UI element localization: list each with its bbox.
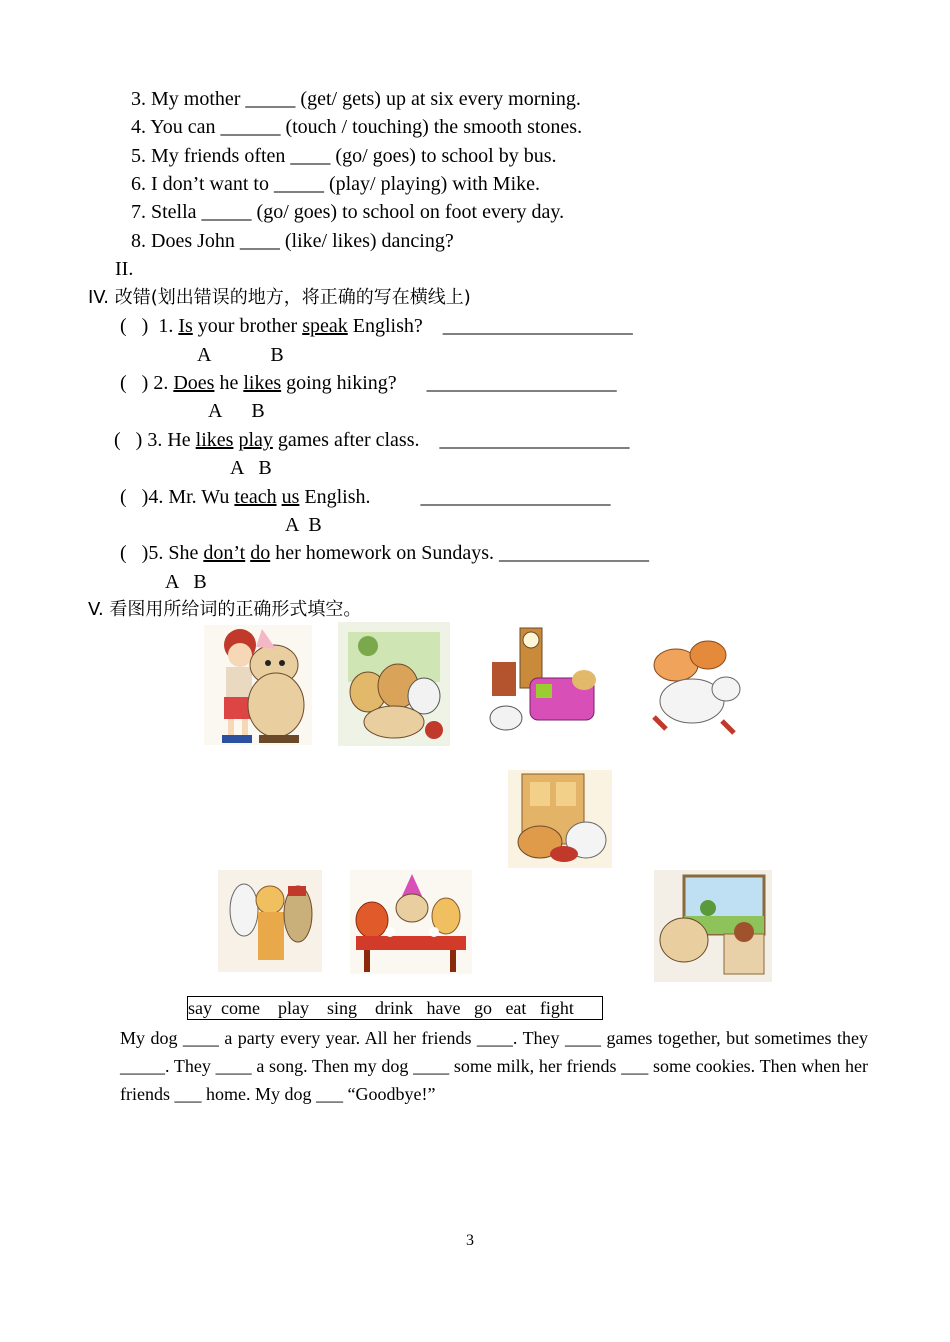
exercise-3: 3. My mother _____ (get/ gets) up at six every morning. [131, 88, 581, 110]
picture-friends-at-door [508, 770, 612, 868]
word-bank: say come play sing drink have go eat fight [187, 996, 603, 1020]
option-labels-5: A B [165, 571, 207, 593]
section-ii-heading: II. [115, 258, 134, 280]
item-text: he [214, 372, 244, 394]
correction-item-1 [120, 314, 633, 338]
answer-paren: ( ) [120, 486, 149, 508]
answer-paren: ( ) [120, 542, 149, 564]
correction-item-2 [120, 371, 617, 395]
option-labels-2: A B [208, 400, 265, 422]
answer-paren: ( ) [120, 315, 159, 337]
item-number: 4. Mr. Wu [148, 486, 235, 508]
item-text-tail: her homework on Sundays. _______________ [270, 542, 650, 564]
correction-item-3 [114, 428, 629, 452]
picture-room-with-clock [486, 622, 604, 740]
option-b: do [250, 542, 271, 564]
option-b: play [238, 429, 273, 451]
exercise-7: 7. Stella _____ (go/ goes) to school on foot every day. [131, 201, 565, 223]
section-v-title: V. 看图用所给词的正确形式填空。 [88, 599, 362, 620]
page-number: 3 [466, 1232, 474, 1249]
item-text-tail: English? ___________________ [347, 315, 633, 337]
item-text: your brother [192, 315, 303, 337]
exercise-5: 5. My friends often ____ (go/ goes) to school by bus. [131, 145, 557, 167]
option-a: Does [173, 372, 215, 394]
option-labels-4: A B [285, 514, 322, 536]
picture-animal-friends [338, 622, 450, 746]
exercise-6: 6. I don’t want to _____ (play/ playing) with Mike. [131, 173, 541, 195]
item-number: 2. [153, 372, 174, 394]
picture-girl-and-dog [204, 625, 312, 745]
correction-item-4 [120, 485, 611, 509]
picture-dog-at-window [654, 870, 772, 982]
exercise-4: 4. You can ______ (touch / touching) the smooth stones. [131, 116, 583, 138]
correction-item-5 [120, 541, 649, 565]
option-a: likes [195, 429, 234, 451]
exercise-8: 8. Does John ____ (like/ likes) dancing? [131, 230, 454, 252]
item-text-tail: games after class. ___________________ [272, 429, 630, 451]
item-number: 3. He [147, 429, 196, 451]
option-labels-1: A B [197, 344, 284, 366]
fill-in-passage: My dog ____ a party every year. All her friends ____. They ____ games together, but sometimes they _____. They ____ a song. Then my dog ____ some milk, her friends ___ some cookies. Then when her friends ___ home. My dog ___ “Goodbye!” [120, 1028, 868, 1104]
option-b: us [281, 486, 300, 508]
section-iv-title: IV. 改错(划出错误的地方，将正确的写在横线上) [88, 287, 471, 308]
picture-party-table [350, 870, 472, 974]
picture-animals-fighting [636, 625, 748, 741]
item-number: 1. [158, 315, 179, 337]
answer-paren: ( ) [120, 372, 154, 394]
option-b: likes [243, 372, 282, 394]
option-a: teach [234, 486, 277, 508]
option-a: don’t [203, 542, 246, 564]
item-text-tail: going hiking? ___________________ [281, 372, 617, 394]
picture-friends-singing [218, 870, 322, 972]
option-labels-3: A B [230, 457, 272, 479]
answer-paren: ( ) [114, 429, 148, 451]
option-b: speak [302, 315, 348, 337]
item-text-tail: English. ___________________ [299, 486, 611, 508]
option-a: Is [178, 315, 193, 337]
item-number: 5. She [148, 542, 204, 564]
